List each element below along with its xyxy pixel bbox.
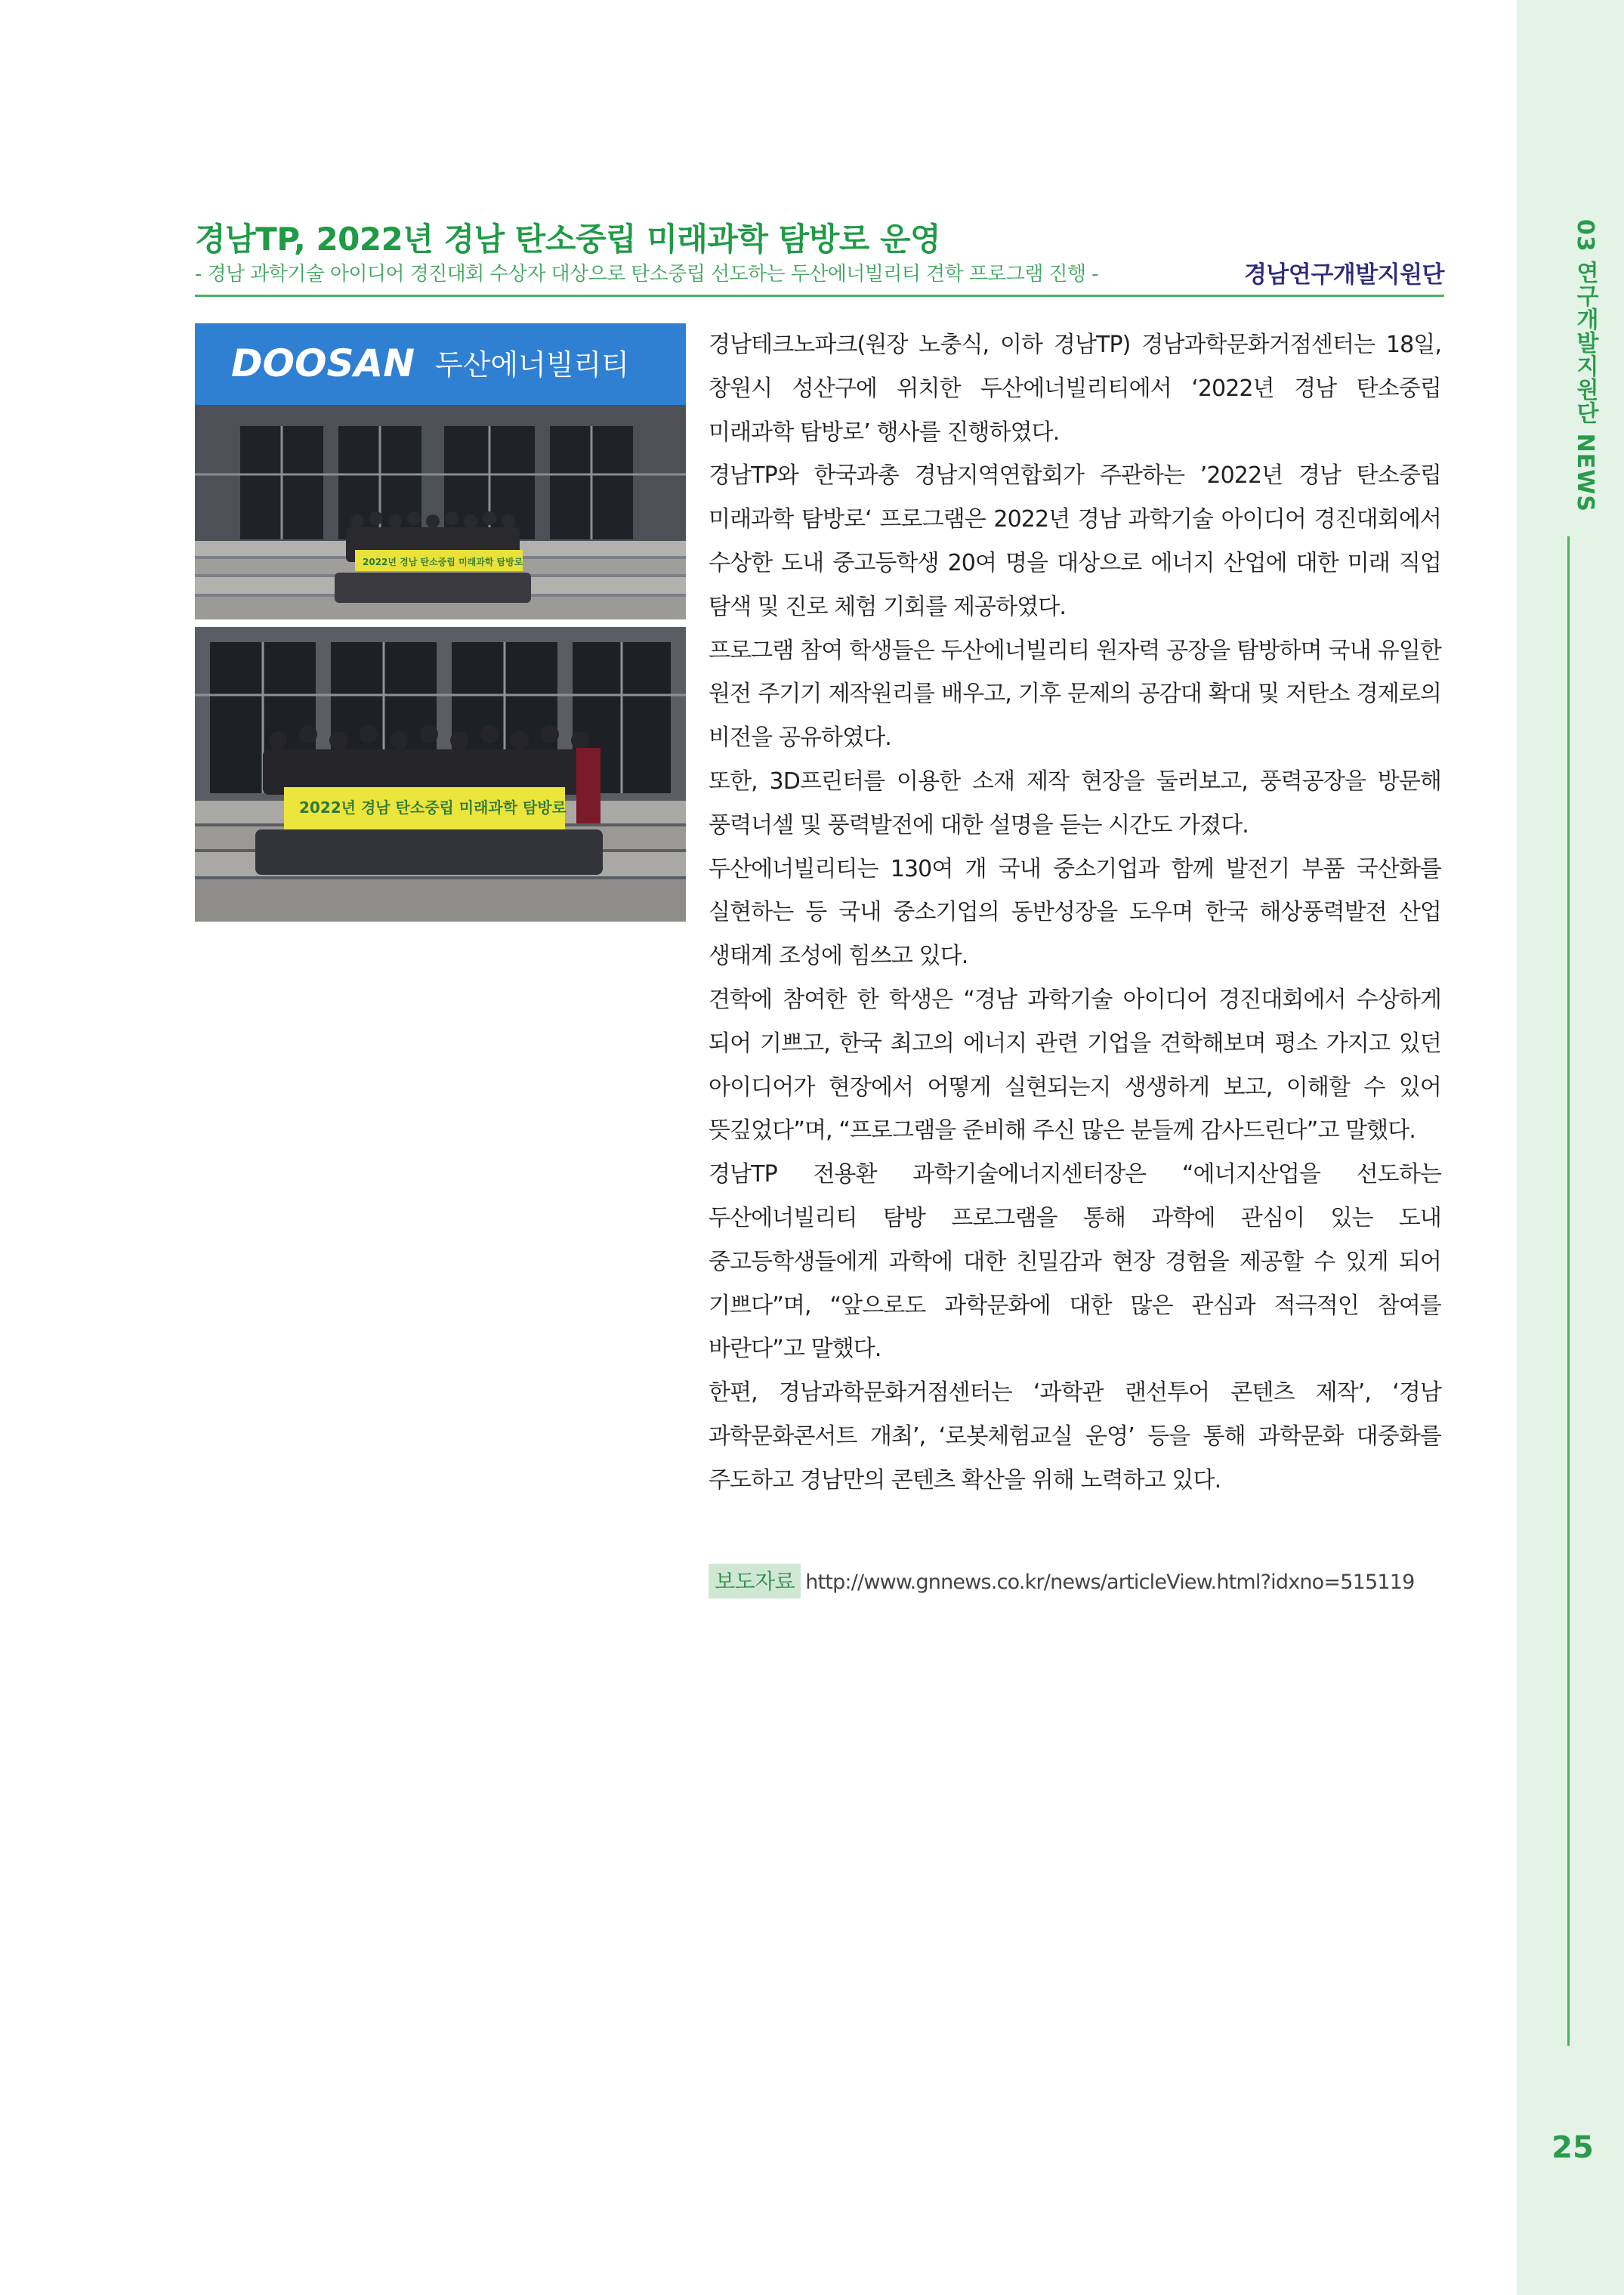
- photo2-banner-text: 2022년 경남 탄소중립 미래과학 탐방로: [299, 798, 567, 817]
- paragraph: 경남TP 전용환 과학기술에너지센터장은 “에너지산업을 선도하는 두산에너빌리티 탐방 프로그램을 통해 과학에 관심이 있는 도내 중고등학생들에게 과학에 대한 친밀감과 현장 경험을 제공할 수 있게 되어 기쁘다”며, “앞으로도 과학문화에 대한 많은 관심과 적극적인 참여를 바란다”고 말했다.: [709, 1161, 1441, 1363]
- press-source: [709, 1564, 1464, 1597]
- photo1-banner-text: 2022년 경남 탄소중립 미래과학 탐방로: [363, 557, 523, 567]
- side-divider: [1567, 536, 1570, 2046]
- article-photo-2: [195, 627, 686, 922]
- page-number: 25: [1551, 2130, 1594, 2165]
- article-photo-1: [195, 323, 686, 619]
- paragraph: 두산에너빌리티는 130여 개 국내 중소기업과 함께 발전기 부품 국산화를 실현하는 등 국내 중소기업의 동반성장을 도우며 한국 해상풍력발전 산업 생태계 조성에 힘쓰고 있다.: [709, 855, 1441, 970]
- paragraph: 경남테크노파크(원장 노충식, 이하 경남TP) 경남과학문화거점센터는 18일, 창원시 성산구에 위치한 두산에너빌리티에서 ‘2022년 경남 탄소중립 미래과학 탐방로’ 행사를 진행하였다.: [709, 332, 1441, 446]
- press-release-badge: 보도자료: [709, 1564, 801, 1598]
- article-body: [709, 323, 1441, 1503]
- article-department: 경남연구개발지원단: [1243, 261, 1444, 289]
- sign-company-name: 두산에너빌리티: [435, 348, 629, 381]
- press-release-link[interactable]: http://www.gnnews.co.kr/news/articleView.html?idxno=515119: [805, 1571, 1415, 1594]
- article-headline: 경남TP, 2022년 경남 탄소중립 미래과학 탐방로 운영: [195, 221, 941, 258]
- doosan-brand-text: DOOSAN: [231, 341, 415, 385]
- title-rule: [195, 295, 1444, 297]
- paragraph: 경남TP와 한국과총 경남지역연합회가 주관하는 ’2022년 경남 탄소중립 미래과학 탐방로‘ 프로그램은 2022년 경남 과학기술 아이디어 경진대회에서 수상한 도내 중고등학생 20여 명을 대상으로 에너지 산업에 대한 미래 직업 탐색 및 진로 체험 기회를 제공하였다.: [709, 462, 1441, 620]
- article-subheadline: - 경남 과학기술 아이디어 경진대회 수상자 대상으로 탄소중립 선도하는 두산에너빌리티 견학 프로그램 진행 -: [195, 263, 1098, 286]
- paragraph: 견학에 참여한 한 학생은 “경남 과학기술 아이디어 경진대회에서 수상하게 되어 기쁘고, 한국 최고의 에너지 관련 기업을 견학해보며 평소 가지고 있던 아이디어가 현장에서 어떻게 실현되는지 생생하게 보고, 이해할 수 있어 뜻깊었다”며, “프로그램을 준비해 주신 많은 분들께 감사드린다”고 말했다.: [709, 986, 1441, 1144]
- paragraph: 또한, 3D프린터를 이용한 소재 제작 현장을 둘러보고, 풍력공장을 방문해 풍력너셀 및 풍력발전에 대한 설명을 듣는 시간도 가졌다.: [709, 768, 1441, 839]
- paragraph: 프로그램 참여 학생들은 두산에너빌리티 원자력 공장을 탐방하며 국내 유일한 원전 주기기 제작원리를 배우고, 기후 문제의 공감대 확대 및 저탄소 경제로의 비전을 공유하였다.: [709, 637, 1441, 752]
- section-label: 03 연구개발지원단 NEWS: [1572, 219, 1598, 512]
- paragraph: 한편, 경남과학문화거점센터는 ‘과학관 랜선투어 콘텐츠 제작’, ‘경남 과학문화콘서트 개최’, ‘로봇체험교실 운영’ 등을 통해 과학문화 대중화를 주도하고 경남만의 콘텐츠 확산을 위해 노력하고 있다.: [709, 1379, 1441, 1493]
